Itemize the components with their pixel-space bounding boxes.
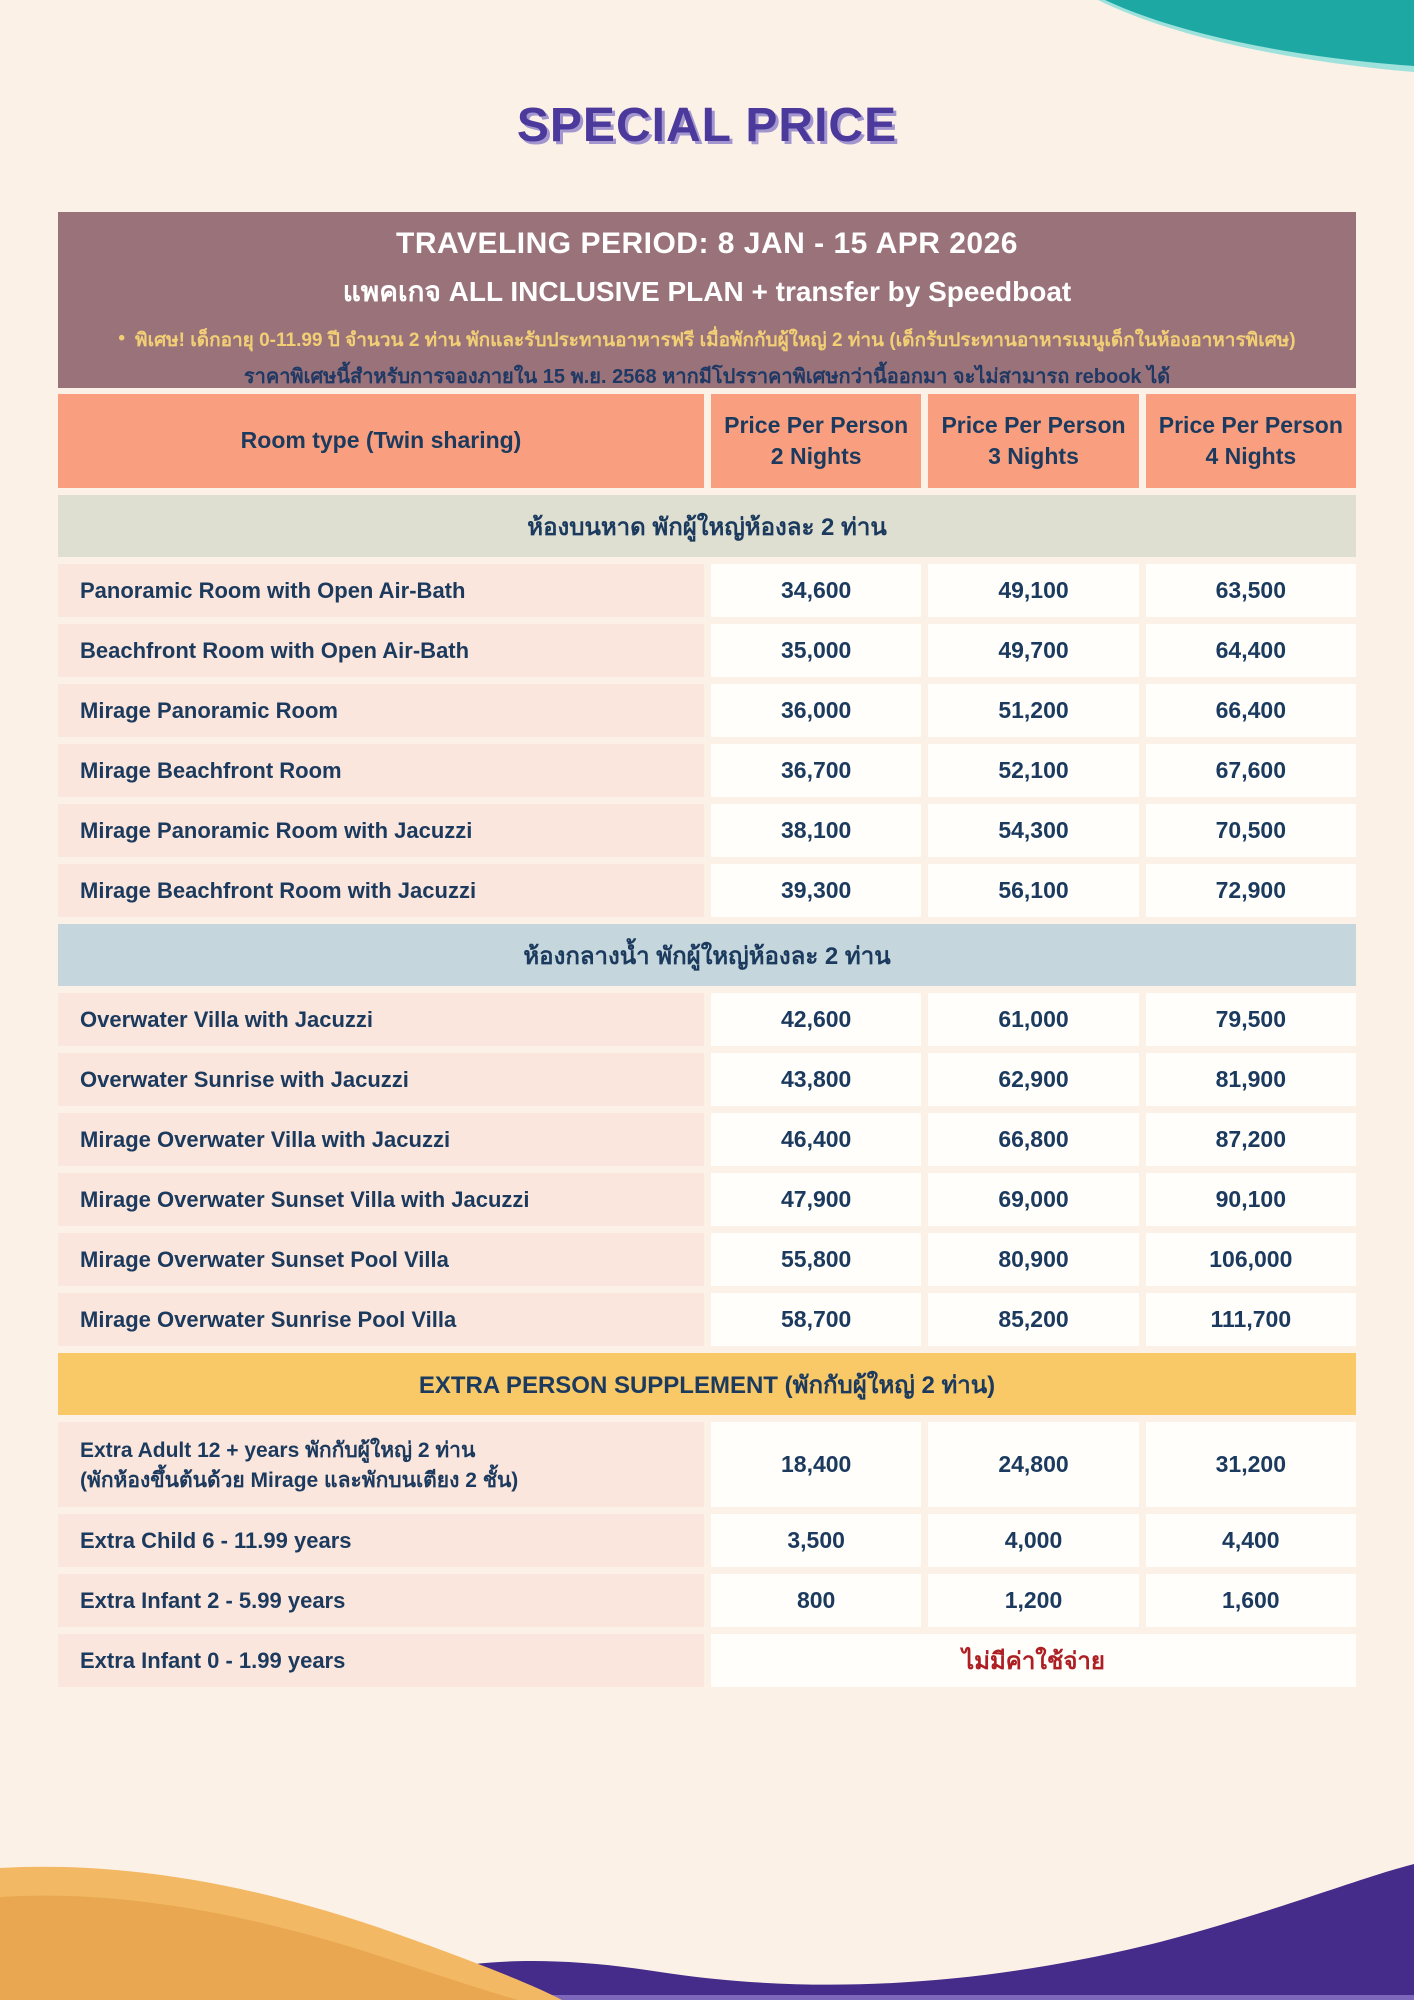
price-3-nights: 24,800 bbox=[928, 1422, 1138, 1507]
price-2-nights: 36,000 bbox=[711, 684, 921, 737]
price-2-nights: 39,300 bbox=[711, 864, 921, 917]
table-row-free-infant bbox=[58, 1634, 1356, 1687]
room-name: Mirage Beachfront Room with Jacuzzi bbox=[58, 864, 704, 917]
child-promo-note-text: พิเศษ! เด็กอายุ 0-11.99 ปี จำนวน 2 ท่าน พักและรับประทานอาหารฟรี เมื่อพักกับผู้ใหญ่ 2 ท่าน (เด็กรับประทานอาหารเมนูเด็กในห้องอาหารพิเศษ) bbox=[135, 330, 1296, 351]
room-name: Mirage Overwater Sunset Villa with Jacuzzi bbox=[58, 1173, 704, 1226]
price-column-header-3-nights bbox=[928, 394, 1138, 488]
price-3-nights: 69,000 bbox=[928, 1173, 1138, 1226]
table-row bbox=[58, 744, 1356, 797]
price-4-nights: 111,700 bbox=[1146, 1293, 1356, 1346]
price-3-nights: 51,200 bbox=[928, 684, 1138, 737]
room-name bbox=[58, 1422, 704, 1507]
room-name: Mirage Overwater Villa with Jacuzzi bbox=[58, 1113, 704, 1166]
table-row bbox=[58, 684, 1356, 737]
room-name: Mirage Beachfront Room bbox=[58, 744, 704, 797]
room-name: Overwater Villa with Jacuzzi bbox=[58, 993, 704, 1046]
price-3-nights: 49,700 bbox=[928, 624, 1138, 677]
price-3-nights: 52,100 bbox=[928, 744, 1138, 797]
price-4-nights: 63,500 bbox=[1146, 564, 1356, 617]
purple-strip-shape bbox=[545, 1995, 1414, 2000]
price-3-nights: 56,100 bbox=[928, 864, 1138, 917]
table-row bbox=[58, 1574, 1356, 1627]
price-4-nights: 1,600 bbox=[1146, 1574, 1356, 1627]
purple-wave-shape bbox=[360, 1864, 1414, 2000]
table-row bbox=[58, 624, 1356, 677]
page-title: SPECIAL PRICE bbox=[516, 99, 898, 152]
table-row bbox=[58, 804, 1356, 857]
table-header-row bbox=[58, 394, 1356, 488]
price-4-nights: 67,600 bbox=[1146, 744, 1356, 797]
price-4-nights: 4,400 bbox=[1146, 1514, 1356, 1567]
child-promo-note bbox=[58, 325, 1356, 355]
section-header-overwater-rooms: ห้องกลางน้ำ พักผู้ใหญ่ห้องละ 2 ท่าน bbox=[58, 924, 1356, 986]
bottom-waves-decoration bbox=[0, 1750, 1414, 2000]
bullet-icon: • bbox=[118, 328, 126, 349]
package-plan-text: แพคเกจ ALL INCLUSIVE PLAN + transfer by Speedboat bbox=[342, 276, 1072, 307]
room-name: Mirage Panoramic Room bbox=[58, 684, 704, 737]
price-4-nights: 31,200 bbox=[1146, 1422, 1356, 1507]
price-table bbox=[58, 394, 1356, 1694]
table-row bbox=[58, 1113, 1356, 1166]
room-name: Overwater Sunrise with Jacuzzi bbox=[58, 1053, 704, 1106]
price-4-nights: 81,900 bbox=[1146, 1053, 1356, 1106]
orange-dark-wave-shape bbox=[0, 1896, 518, 2000]
price-header-title: Price Per Person bbox=[941, 411, 1126, 438]
section-header-beach-rooms: ห้องบนหาด พักผู้ใหญ่ห้องละ 2 ท่าน bbox=[58, 495, 1356, 557]
room-name: Mirage Panoramic Room with Jacuzzi bbox=[58, 804, 704, 857]
price-4-nights: 79,500 bbox=[1146, 993, 1356, 1046]
price-4-nights: 66,400 bbox=[1146, 684, 1356, 737]
room-type-column-header: Room type (Twin sharing) bbox=[58, 394, 704, 488]
price-2-nights: 46,400 bbox=[711, 1113, 921, 1166]
booking-condition-note: ราคาพิเศษนี้สำหรับการจองภายใน 15 พ.ย. 2568 หากมีโปรราคาพิเศษกว่านี้ออกมา จะไม่สามารถ rebook ได้ bbox=[243, 366, 1171, 388]
price-4-nights: 87,200 bbox=[1146, 1113, 1356, 1166]
price-4-nights: 72,900 bbox=[1146, 864, 1356, 917]
price-4-nights: 64,400 bbox=[1146, 624, 1356, 677]
traveling-period-text: TRAVELING PERIOD: 8 JAN - 15 APR 2026 bbox=[396, 227, 1018, 260]
price-3-nights: 49,100 bbox=[928, 564, 1138, 617]
room-name: Panoramic Room with Open Air-Bath bbox=[58, 564, 704, 617]
traveling-period-banner bbox=[58, 212, 1356, 388]
price-column-header-2-nights bbox=[711, 394, 921, 488]
price-3-nights: 4,000 bbox=[928, 1514, 1138, 1567]
price-4-nights: 70,500 bbox=[1146, 804, 1356, 857]
table-row bbox=[58, 993, 1356, 1046]
room-name: Extra Infant 0 - 1.99 years bbox=[58, 1634, 704, 1687]
room-name: Mirage Overwater Sunset Pool Villa bbox=[58, 1233, 704, 1286]
price-2-nights: 34,600 bbox=[711, 564, 921, 617]
extra-adult-line1: Extra Adult 12 + years พักกับผู้ใหญ่ 2 ท่าน bbox=[80, 1439, 476, 1462]
price-2-nights: 36,700 bbox=[711, 744, 921, 797]
table-row bbox=[58, 1053, 1356, 1106]
table-row bbox=[58, 564, 1356, 617]
price-2-nights: 42,600 bbox=[711, 993, 921, 1046]
table-row bbox=[58, 1233, 1356, 1286]
price-3-nights: 85,200 bbox=[928, 1293, 1138, 1346]
no-charge-note: ไม่มีค่าใช้จ่าย bbox=[711, 1634, 1356, 1687]
extra-adult-line2: (พักห้องขึ้นต้นด้วย Mirage และพักบนเตียง 2 ชั้น) bbox=[80, 1469, 519, 1493]
room-name: Beachfront Room with Open Air-Bath bbox=[58, 624, 704, 677]
price-2-nights: 800 bbox=[711, 1574, 921, 1627]
table-row bbox=[58, 1173, 1356, 1226]
price-2-nights: 38,100 bbox=[711, 804, 921, 857]
price-3-nights: 66,800 bbox=[928, 1113, 1138, 1166]
table-row bbox=[58, 864, 1356, 917]
price-3-nights: 80,900 bbox=[928, 1233, 1138, 1286]
price-header-title: Price Per Person bbox=[1158, 411, 1343, 438]
price-2-nights: 58,700 bbox=[711, 1293, 921, 1346]
price-header-nights: 3 Nights bbox=[988, 443, 1079, 469]
price-2-nights: 35,000 bbox=[711, 624, 921, 677]
price-3-nights: 1,200 bbox=[928, 1574, 1138, 1627]
price-2-nights: 3,500 bbox=[711, 1514, 921, 1567]
table-row bbox=[58, 1293, 1356, 1346]
price-4-nights: 90,100 bbox=[1146, 1173, 1356, 1226]
price-3-nights: 62,900 bbox=[928, 1053, 1138, 1106]
price-column-header-4-nights bbox=[1146, 394, 1356, 488]
table-row-extra-adult bbox=[58, 1422, 1356, 1507]
room-name: Extra Child 6 - 11.99 years bbox=[58, 1514, 704, 1567]
price-4-nights: 106,000 bbox=[1146, 1233, 1356, 1286]
price-3-nights: 54,300 bbox=[928, 804, 1138, 857]
room-name: Mirage Overwater Sunrise Pool Villa bbox=[58, 1293, 704, 1346]
price-header-title: Price Per Person bbox=[724, 411, 909, 438]
room-name: Extra Infant 2 - 5.99 years bbox=[58, 1574, 704, 1627]
section-header-extra-person: EXTRA PERSON SUPPLEMENT (พักกับผู้ใหญ่ 2 ท่าน) bbox=[58, 1353, 1356, 1415]
price-2-nights: 18,400 bbox=[711, 1422, 921, 1507]
price-2-nights: 47,900 bbox=[711, 1173, 921, 1226]
price-2-nights: 43,800 bbox=[711, 1053, 921, 1106]
price-header-nights: 4 Nights bbox=[1205, 443, 1297, 469]
table-row bbox=[58, 1514, 1356, 1567]
price-3-nights: 61,000 bbox=[928, 993, 1138, 1046]
teal-wave-decoration bbox=[0, 0, 1414, 180]
price-2-nights: 55,800 bbox=[711, 1233, 921, 1286]
price-header-nights: 2 Nights bbox=[770, 443, 862, 469]
orange-light-wave-shape bbox=[0, 1867, 562, 2000]
